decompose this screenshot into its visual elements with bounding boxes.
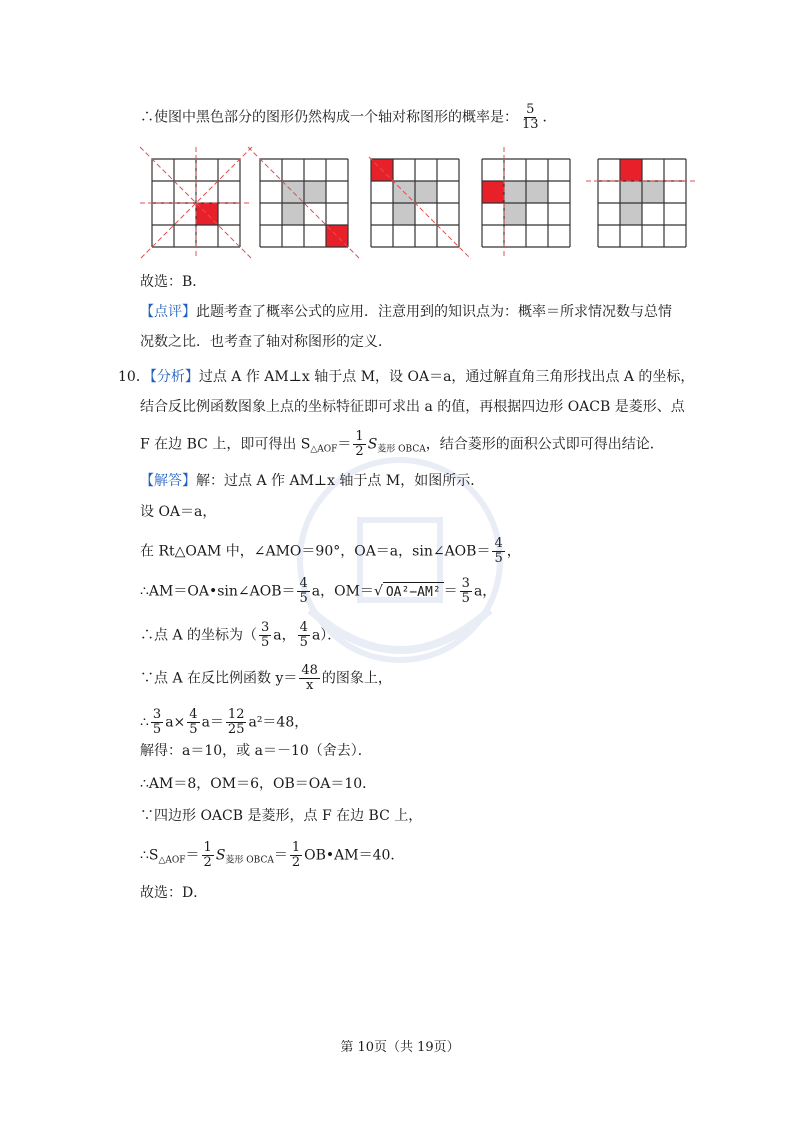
analysis-tag: 【分析】 xyxy=(149,369,199,385)
answer-line8: 解得：a＝10，或 a＝－10（舍去）． xyxy=(140,743,372,759)
answer-text5b: a， xyxy=(273,627,296,644)
am-num: 4 xyxy=(299,576,308,591)
answer-line9: ∴AM＝8，OM＝6，OB＝OA＝10． xyxy=(140,776,377,792)
p3-den: 25 xyxy=(227,722,245,737)
sqrt-expression: OA²−AM² xyxy=(383,582,444,603)
p1-den: 5 xyxy=(152,722,162,737)
answer-text11a: ∴S xyxy=(140,847,159,864)
h2-fraction xyxy=(290,841,302,870)
analysis-line1 xyxy=(118,367,694,387)
analysis-text3c: ，结合菱形的面积公式即可得出结论． xyxy=(425,436,664,453)
answer-text3a: 在 Rt△OAM 中，∠AMO＝90°，OA＝a，sin∠AOB＝ xyxy=(140,543,491,560)
comment-tag: 【点评】 xyxy=(140,304,196,320)
h1-num: 1 xyxy=(203,840,212,855)
answer-text11d: OB•AM＝40． xyxy=(304,847,405,864)
p3-num: 12 xyxy=(227,707,245,722)
answer-text6a: ∵点 A 在反比例函数 y＝ xyxy=(140,670,298,687)
grid-figures xyxy=(140,145,700,265)
analysis-sub2: 菱形 OBCA xyxy=(377,444,426,455)
answer-text3b: ， xyxy=(506,543,521,560)
answer-text5a: ∴点 A 的坐标为（ xyxy=(140,627,258,644)
am-den: 5 xyxy=(299,591,308,606)
black-cell xyxy=(482,181,504,203)
analysis-line3: F 在边 BC 上，即可得出 $S_{\triangle AOF}=$ $\frac{1}{2}$ $S_{菱形 OBCA}$，结合菱形的面积公式即可得出结论． xyxy=(140,429,664,459)
answer-text1: 解：过点 A 作 AM⊥x 轴于点 M，如图所示． xyxy=(196,473,485,489)
answer-tag: 【解答】 xyxy=(140,473,196,489)
answer-sub2: 菱形 OBCA xyxy=(225,855,274,866)
h1-den: 2 xyxy=(203,855,212,870)
k-num: 48 xyxy=(301,663,318,678)
analysis-text1: 过点 A 作 AM⊥x 轴于点 M，设 OA＝a，通过解直角三角形找出点 A 的坐标， xyxy=(198,369,695,385)
answer-text4d: a， xyxy=(473,583,497,600)
answer-text7b: a× xyxy=(165,714,186,731)
p3-fraction xyxy=(226,708,247,737)
answer-sub1: △AOF xyxy=(158,855,186,866)
choice-b: 故选：B． xyxy=(140,274,207,290)
p1-fraction xyxy=(151,708,163,737)
h2-den: 2 xyxy=(291,855,301,870)
answer-line2: 设 OA＝a， xyxy=(140,504,217,520)
choice-d: 故选：D． xyxy=(140,885,208,901)
grid-figure-5 xyxy=(586,159,698,247)
answer-text7c: a＝ xyxy=(201,714,224,731)
answer-text4c: ＝ xyxy=(443,583,458,600)
answer-text7d: a²＝48， xyxy=(248,714,309,731)
ax-fraction xyxy=(259,621,271,650)
answer-text6b: 的图象上， xyxy=(321,670,392,687)
p2-fraction xyxy=(187,708,199,737)
page-footer: 第 10页（共 19页） xyxy=(340,1040,460,1055)
comment-line2: 况数之比．也考查了轴对称图形的定义． xyxy=(140,334,392,350)
prob-numerator: 5 xyxy=(526,102,535,117)
ay-den: 5 xyxy=(299,635,308,650)
prob-denominator: 13 xyxy=(522,117,539,132)
sin-num: 4 xyxy=(494,536,503,551)
grid-figure-1 xyxy=(140,147,252,259)
grid-figure-2 xyxy=(248,147,360,259)
p1-num: 3 xyxy=(152,707,162,722)
comment-text1: 此题考查了概率公式的应用．注意用到的知识点为：概率＝所求情况数与总情 xyxy=(196,304,672,320)
analysis-text3b: ＝ xyxy=(337,436,352,453)
black-cell xyxy=(620,159,642,181)
p2-den: 5 xyxy=(189,722,198,737)
answer-line11: $\therefore S_{\triangle AOF}=$ $\frac{1}{2}$ $S_{菱形 OBCA}=$ $\frac{1}{2}$ OB•AM＝40． xyxy=(140,840,405,870)
answer-text4a: ∴AM＝OA•sin∠AOB＝ xyxy=(140,583,296,600)
om-den: 5 xyxy=(461,591,470,606)
analysis-sub1: △AOF xyxy=(310,444,338,455)
probability-sentence: ∴使图中黑色部分的图形仍然构成一个轴对称图形的概率是： $\frac{5}{13}$ ． xyxy=(140,102,557,132)
answer-text4b: a，OM＝ xyxy=(311,583,374,600)
comment-line1 xyxy=(140,302,672,322)
sin-den: 5 xyxy=(494,551,503,566)
sqrt-sign: √ xyxy=(373,583,383,600)
k-den: x xyxy=(305,678,314,693)
watermark-logo xyxy=(280,440,520,700)
probability-fraction xyxy=(520,103,541,132)
p2-num: 4 xyxy=(189,707,198,722)
om-num: 3 xyxy=(461,576,470,591)
grid-figure-4 xyxy=(482,147,570,259)
question-number: 10． xyxy=(118,369,150,385)
answer-line10: ∵四边形 OACB 是菱形，点 F 在边 BC 上， xyxy=(140,808,423,824)
answer-text11c: ＝ xyxy=(273,847,288,864)
ay-num: 4 xyxy=(299,620,308,635)
h1-fraction xyxy=(202,841,214,870)
h2-num: 1 xyxy=(291,840,301,855)
analysis-line2: 结合反比例函数图象上点的坐标特征即可求出 a 的值，再根据四边形 OACB 是菱形、点 xyxy=(140,399,685,415)
grid-figure-3 xyxy=(369,157,471,259)
ax-num: 3 xyxy=(261,620,270,635)
answer-text7a: ∴ xyxy=(140,714,149,731)
answer-line7 xyxy=(140,708,308,737)
analysis-text3a: F 在边 BC 上，即可得出 S xyxy=(140,436,311,453)
grid-figures-svg xyxy=(140,145,700,265)
answer-text11b: ＝ xyxy=(185,847,200,864)
half-num: 1 xyxy=(355,429,364,444)
half-den: 2 xyxy=(355,444,364,459)
answer-text5c: a）． xyxy=(311,627,342,644)
ax-den: 5 xyxy=(261,635,270,650)
intro-text: ∴使图中黑色部分的图形仍然构成一个轴对称图形的概率是： xyxy=(140,109,518,126)
